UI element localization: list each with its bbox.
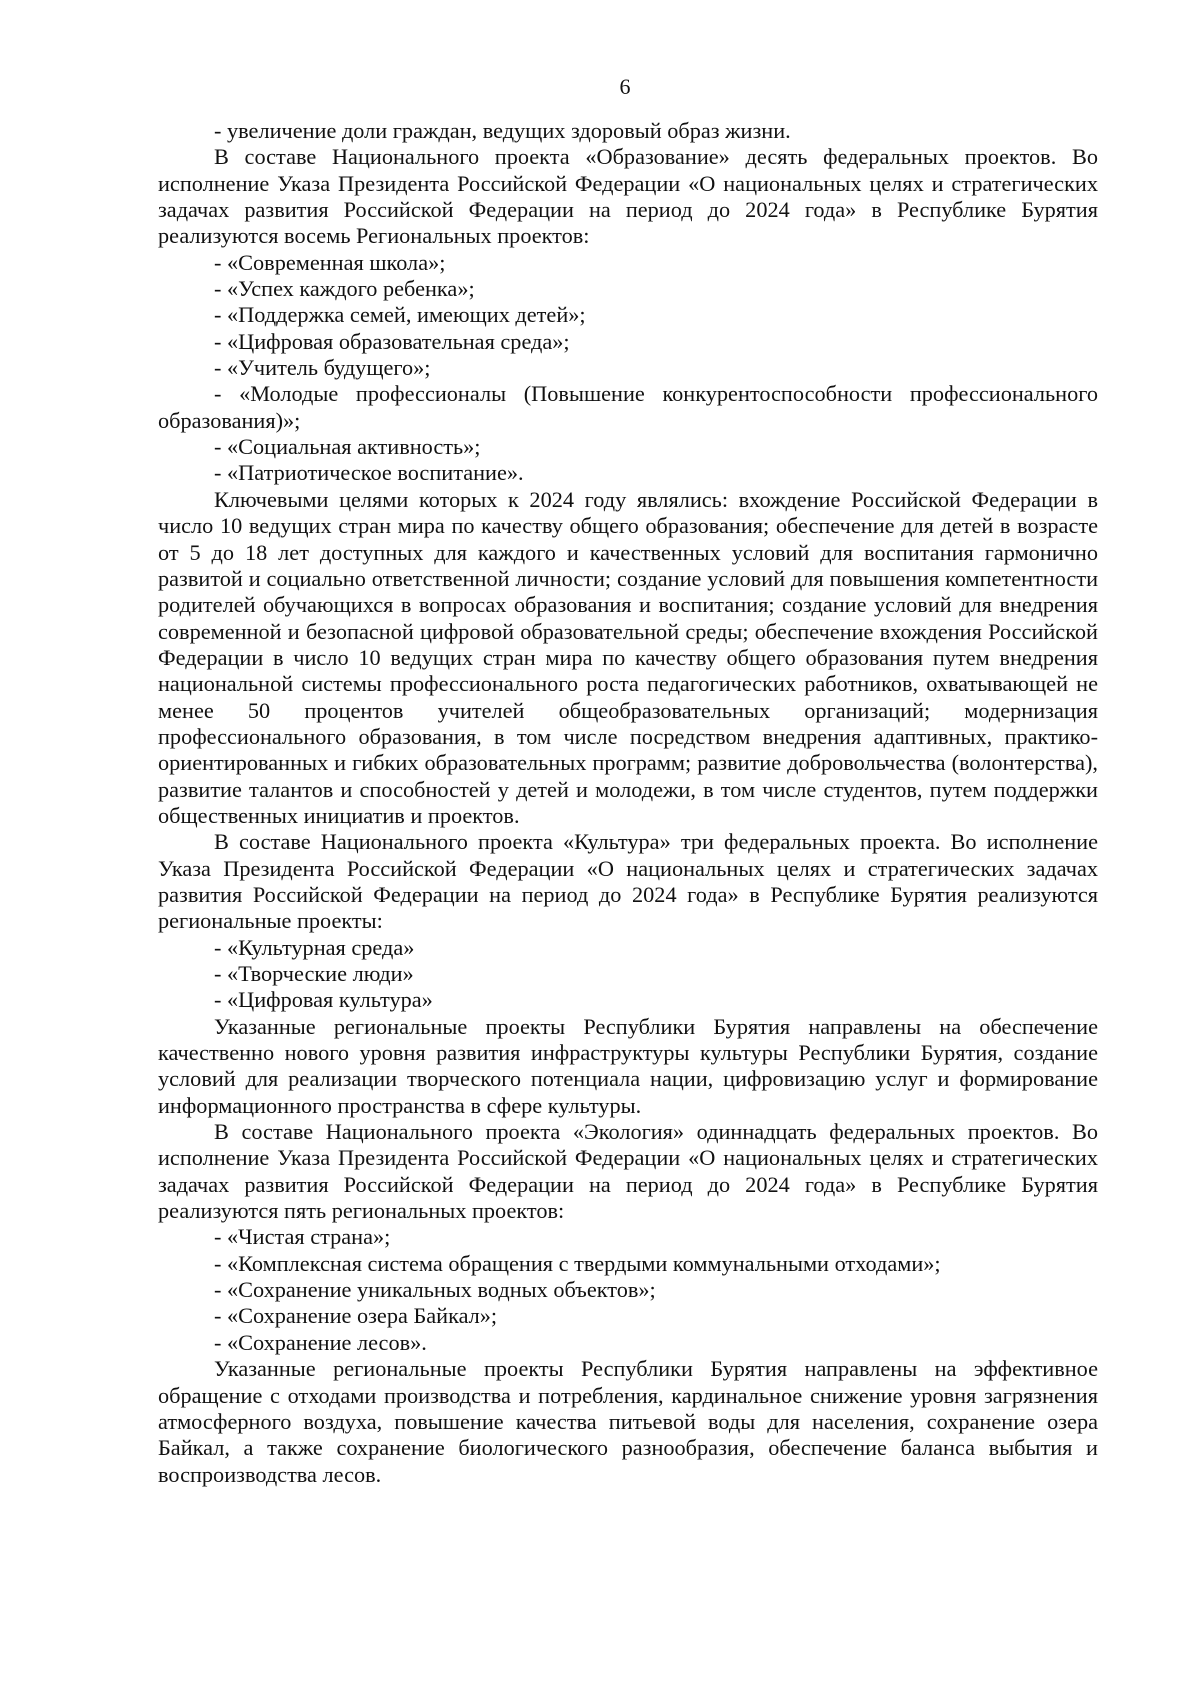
list-item-digital-education: - «Цифровая образовательная среда»; <box>214 328 570 354</box>
list-item-patriotic-education: - «Патриотическое воспитание». <box>214 460 524 486</box>
paragraph-education-intro: В составе Национального проекта «Образование» десять федеральных проектов. Во исполнение Указа Президента Российской Федерации «О национальных целях и стратегических задачах развития Российской Федерации на период до 2024 года» в Республике Бурятия реализуются восемь Региональных проектов: <box>158 144 1098 249</box>
list-item-creative-people: - «Творческие люди» <box>214 961 414 986</box>
document-body <box>158 118 1098 1488</box>
paragraph-culture-intro: В составе Национального проекта «Культура» три федеральных проекта. Во исполнение Указа Президента Российской Федерации «О национальных целях и стратегических задачах развития Российской Федерации на период до 2024 года» в Республике Бурятия реализуются региональные проекты: <box>158 829 1098 934</box>
list-item-forests: - «Сохранение лесов». <box>214 1329 427 1355</box>
paragraph-ecology-intro: В составе Национального проекта «Экология» одиннадцать федеральных проектов. Во исполнение Указа Президента Российской Федерации «О национальных целях и стратегических задачах развития Российской Федерации на период до 2024 года» в Республике Бурятия реализуются пять региональных проектов: <box>158 1119 1098 1224</box>
paragraph-education-goals: Ключевыми целями которых к 2024 году являлись: вхождение Российской Федерации в число 10 ведущих стран мира по качеству общего образования; обеспечение для детей в возрасте от 5 до 18 лет доступных для каждого и качественных условий для воспитания гармонично развитой и социально ответственной личности; создание условий для повышения компетентности родителей обучающихся в вопросах образования и воспитания; создание условий для внедрения современной и безопасной цифровой образовательной среды; обеспечение вхождения Российской Федерации в число 10 ведущих стран мира по качеству общего образования путем внедрения национальной системы профессионального роста педагогических работников, охватывающей не менее 50 процентов учителей общеобразовательных организаций; модернизация профессионального образования, в том числе посредством внедрения адаптивных, практико-ориентированных и гибких образовательных программ; развитие добровольчества (волонтерства), развитие талантов и способностей у детей и молодежи, в том числе студентов, путем поддержки общественных инициатив и проектов. <box>158 486 1098 828</box>
page-number: 6 <box>619 74 631 99</box>
list-item-baikal: - «Сохранение озера Байкал»; <box>214 1303 498 1329</box>
list-item-cultural-environment: - «Культурная среда» <box>214 934 415 960</box>
paragraph-culture-goals: Указанные региональные проекты Республики Бурятия направлены на обеспечение качественно нового уровня развития инфраструктуры культуры Республики Бурятия, создание условий для реализации творческого потенциала нации, цифровизацию услуг и формирование информационного пространства в сфере культуры. <box>158 1013 1098 1118</box>
list-item-healthy-lifestyle: - увеличение доли граждан, ведущих здоровый образ жизни. <box>214 118 791 143</box>
list-item-teacher-future: - «Учитель будущего»; <box>214 355 431 381</box>
list-item-modern-school: - «Современная школа»; <box>214 249 446 275</box>
list-item-family-support: - «Поддержка семей, имеющих детей»; <box>214 302 586 328</box>
list-item-social-activity: - «Социальная активность»; <box>214 434 481 460</box>
list-item-clean-country: - «Чистая страна»; <box>214 1224 391 1250</box>
list-item-waste-management: - «Комплексная система обращения с твердыми коммунальными отходами»; <box>214 1250 941 1276</box>
paragraph-ecology-goals: Указанные региональные проекты Республики Бурятия направлены на эффективное обращение с отходами производства и потребления, кардинальное снижение уровня загрязнения атмосферного воздуха, повышение качества питьевой воды для населения, сохранение озера Байкал, а также сохранение биологического разнообразия, обеспечение баланса выбытия и воспроизводства лесов. <box>158 1356 1098 1487</box>
list-item-digital-culture: - «Цифровая культура» <box>214 987 433 1013</box>
list-item-water-objects: - «Сохранение уникальных водных объектов»; <box>214 1277 656 1303</box>
list-item-every-child-success: - «Успех каждого ребенка»; <box>214 276 475 302</box>
list-item-young-professionals: - «Молодые профессионалы (Повышение конкурентоспособности профессионального образования)»; <box>158 381 1098 433</box>
